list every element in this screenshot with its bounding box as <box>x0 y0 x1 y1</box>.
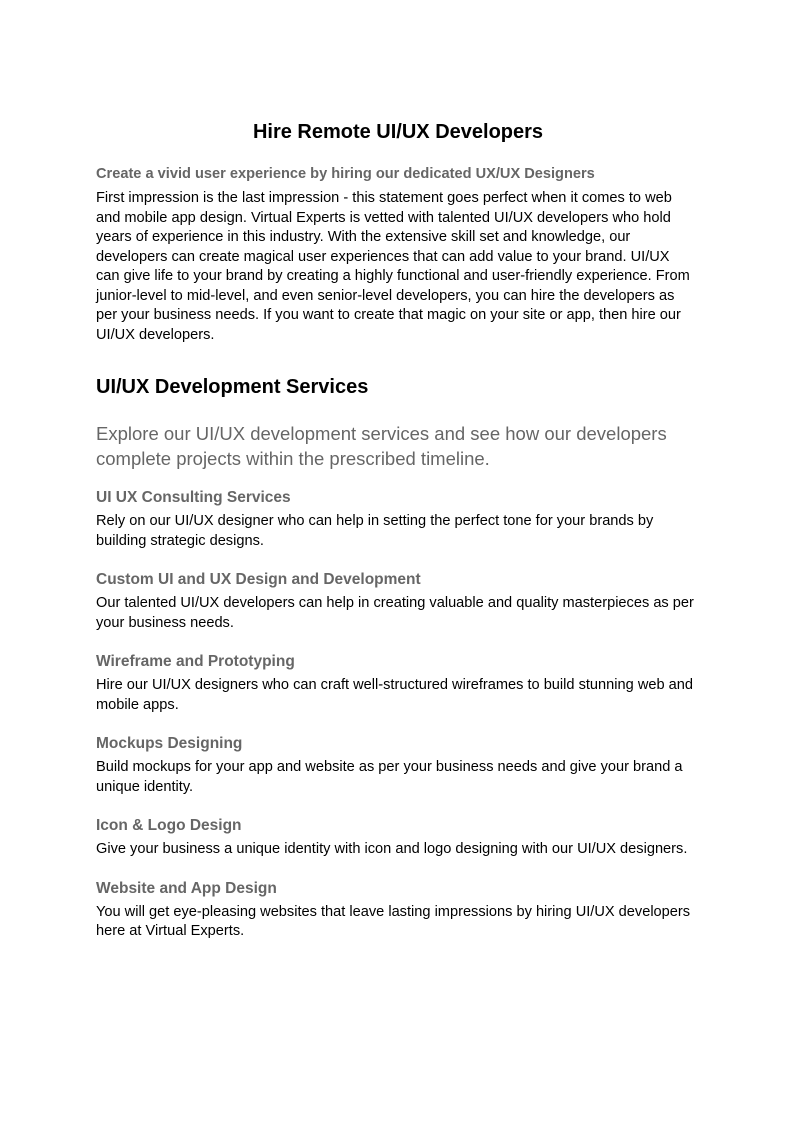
service-line: building strategic designs. <box>96 532 264 549</box>
service-section-consulting <box>96 487 700 551</box>
service-section-icon-logo <box>96 815 700 860</box>
service-line: here at Virtual Experts. <box>96 923 245 939</box>
service-title: Mockups Designing <box>96 735 243 752</box>
services-lead-line: Explore our UI/UX development services and see how our developers <box>96 423 667 444</box>
service-line: Rely on our UI/UX designer who can help in setting the perfect tone for your brands by <box>96 513 654 529</box>
service-line: You will get eye-pleasing websites that leave lasting impressions by hiring UI/UX developers <box>96 903 691 920</box>
service-section-mockups <box>96 733 700 797</box>
services-lead <box>96 421 700 471</box>
service-line: Give your business a unique identity with icon and logo designing with our UI/UX designers. <box>96 841 688 857</box>
service-title: Custom UI and UX Design and Development <box>96 571 421 588</box>
intro-line: years of experience in this industry. With the extensive skill set and knowledge, our <box>96 229 631 245</box>
service-line: Build mockups for your app and website as per your business needs and give your brand a <box>96 759 683 775</box>
service-line: Hire our UI/UX designers who can craft well-structured wireframes to build stunning web and <box>96 677 693 693</box>
service-section-wireframe <box>96 651 700 715</box>
page-title: Hire Remote UI/UX Developers <box>252 121 544 143</box>
service-line: unique identity. <box>96 778 194 795</box>
service-description <box>96 840 700 860</box>
intro-line: junior-level to mid-level, and even senior-level developers, you can hire the developers as <box>96 287 675 304</box>
intro-line: and mobile app design. Virtual Experts is vetted with talented UI/UX developers who hold <box>96 209 671 226</box>
intro-paragraph <box>96 189 700 345</box>
intro-line: First impression is the last impression - this statement goes perfect when it comes to web <box>96 190 672 206</box>
service-section-website-app <box>96 878 700 942</box>
service-line: your business needs. <box>96 614 234 631</box>
service-description <box>96 676 700 715</box>
intro-line: per your business needs. If you want to create that magic on your site or app, then hire our <box>96 307 681 323</box>
service-line: Our talented UI/UX developers can help in creating valuable and quality masterpieces as per <box>96 595 694 611</box>
page-subtitle: Create a vivid user experience by hiring our dedicated UX/UX Designers <box>96 166 595 182</box>
service-description <box>96 758 700 797</box>
service-description <box>96 594 700 633</box>
service-title: Icon & Logo Design <box>96 817 242 834</box>
document-page <box>96 118 700 942</box>
service-title: Wireframe and Prototyping <box>96 653 295 670</box>
service-section-custom-design <box>96 569 700 633</box>
service-title: Website and App Design <box>96 879 277 897</box>
service-description <box>96 903 700 942</box>
service-line: mobile apps. <box>96 696 179 713</box>
intro-line: can give life to your brand by creating a highly functional and user-friendly experience. From <box>96 268 690 284</box>
intro-line: developers can create magical user experiences that can add value to your brand. UI/UX <box>96 248 670 265</box>
services-heading: UI/UX Development Services <box>96 376 369 398</box>
service-description <box>96 512 700 551</box>
service-title: UI UX Consulting Services <box>96 489 291 506</box>
intro-line: UI/UX developers. <box>96 326 215 343</box>
services-lead-line: complete projects within the prescribed timeline. <box>96 448 490 469</box>
